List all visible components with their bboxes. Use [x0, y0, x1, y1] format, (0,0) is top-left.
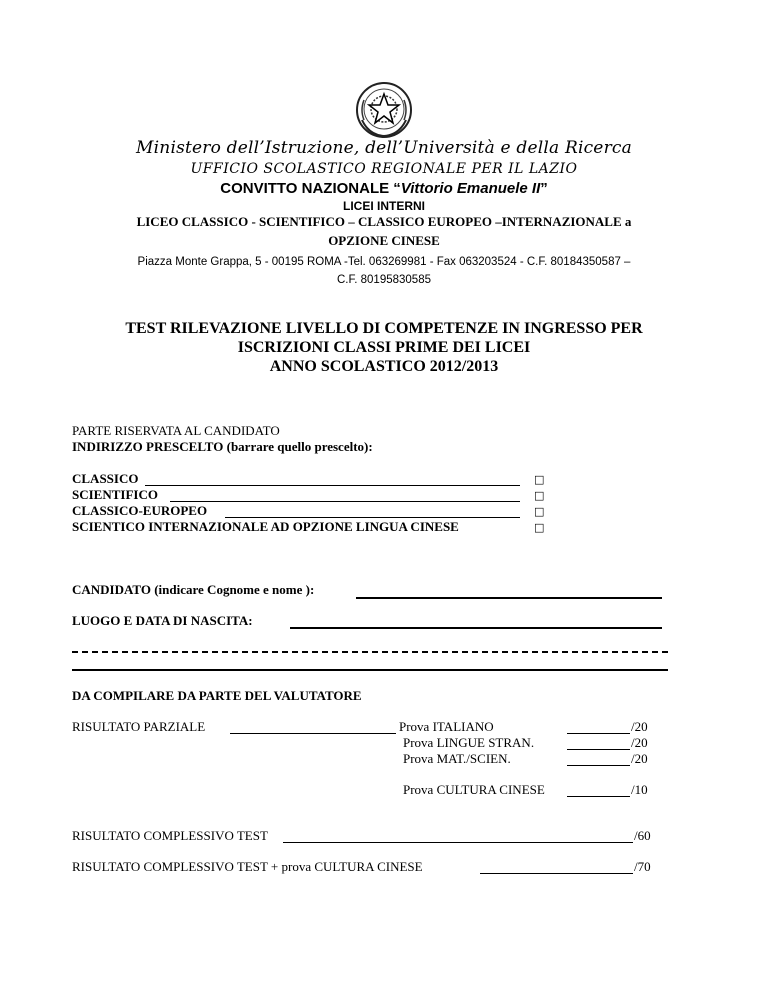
total-chinese-result-label: RISULTATO COMPLESSIVO TEST + prova CULTURA CINESE: [72, 859, 423, 874]
option-internazionale-checkbox[interactable]: □: [534, 521, 545, 534]
test-lingue-label: Prova LINGUE STRAN.: [403, 735, 535, 750]
partial-result-field[interactable]: [230, 733, 396, 734]
liceo-line-2: OPZIONE CINESE: [328, 233, 440, 248]
option-scientifico-checkbox[interactable]: □: [534, 489, 545, 502]
candidate-section-heading: PARTE RISERVATA AL CANDIDATO: [72, 423, 280, 438]
option-internazionale-label: SCIENTICO INTERNAZIONALE AD OPZIONE LINGUA CINESE: [72, 519, 459, 534]
option-classico-europeo-checkbox[interactable]: □: [534, 505, 545, 518]
republic-emblem-icon: [354, 80, 414, 140]
option-classico-line[interactable]: [145, 485, 520, 486]
document-title-line-3: ANNO SCOLASTICO 2012/2013: [269, 358, 499, 375]
address-line-2: C.F. 80195830585: [337, 274, 431, 286]
evaluator-section-heading: DA COMPILARE DA PARTE DEL VALUTATORE: [72, 688, 362, 703]
total-chinese-result-field[interactable]: [480, 873, 633, 874]
document-title-line-1: TEST RILEVAZIONE LIVELLO DI COMPETENZE IN INGRESSO PER: [125, 320, 643, 337]
option-classico-label: CLASSICO: [72, 471, 139, 486]
birth-place-date-label: LUOGO E DATA DI NASCITA:: [72, 613, 253, 628]
option-classico-europeo-line[interactable]: [225, 517, 520, 518]
liceo-line-1: LICEO CLASSICO - SCIENTIFICO – CLASSICO EUROPEO –INTERNAZIONALE a: [136, 214, 632, 229]
candidate-section-subheading: INDIRIZZO PRESCELTO (barrare quello prescelto):: [72, 439, 373, 454]
regional-office: UFFICIO SCOLASTICO REGIONALE PER IL LAZIO: [190, 161, 578, 177]
candidate-name-field[interactable]: [356, 597, 662, 599]
convitto-prefix: CONVITTO NAZIONALE “: [220, 180, 401, 197]
solid-separator: [72, 669, 668, 671]
test-lingue-score-field[interactable]: [567, 749, 630, 750]
convitto-name: Vittorio Emanuele II: [400, 180, 541, 197]
test-cultura-cinese-max: /10: [631, 782, 648, 797]
total-result-max: /60: [634, 828, 651, 843]
test-italiano-max: /20: [631, 719, 648, 734]
option-classico-checkbox[interactable]: □: [534, 473, 545, 486]
test-cultura-cinese-label: Prova CULTURA CINESE: [403, 782, 545, 797]
birth-place-date-field[interactable]: [290, 627, 662, 629]
test-cultura-cinese-score-field[interactable]: [567, 796, 630, 797]
test-mat-scien-label: Prova MAT./SCIEN.: [403, 751, 511, 766]
option-scientifico-line[interactable]: [170, 501, 520, 502]
dashed-separator: [72, 651, 668, 653]
candidate-name-label: CANDIDATO (indicare Cognome e nome ):: [72, 582, 315, 597]
option-classico-europeo-label: CLASSICO-EUROPEO: [72, 503, 208, 518]
licei-interni: LICEI INTERNI: [342, 199, 425, 213]
document-title-line-2: ISCRIZIONI CLASSI PRIME DEI LICEI: [237, 339, 531, 356]
option-scientifico-label: SCIENTIFICO: [72, 487, 158, 502]
total-result-label: RISULTATO COMPLESSIVO TEST: [72, 828, 268, 843]
convitto-suffix: ”: [540, 180, 548, 197]
ministry-name: Ministero dell’Istruzione, dell’Università e della Ricerca: [136, 138, 632, 158]
test-italiano-label: Prova ITALIANO: [399, 719, 494, 734]
test-mat-scien-score-field[interactable]: [567, 765, 630, 766]
test-italiano-score-field[interactable]: [567, 733, 630, 734]
partial-result-label: RISULTATO PARZIALE: [72, 719, 206, 734]
total-chinese-result-max: /70: [634, 859, 651, 874]
test-lingue-max: /20: [631, 735, 648, 750]
convitto-title: [0, 180, 768, 197]
total-result-field[interactable]: [283, 842, 633, 843]
test-mat-scien-max: /20: [631, 751, 648, 766]
address-line-1: Piazza Monte Grappa, 5 - 00195 ROMA -Tel. 063269981 - Fax 063203524 - C.F. 80184350587 –: [137, 256, 631, 268]
